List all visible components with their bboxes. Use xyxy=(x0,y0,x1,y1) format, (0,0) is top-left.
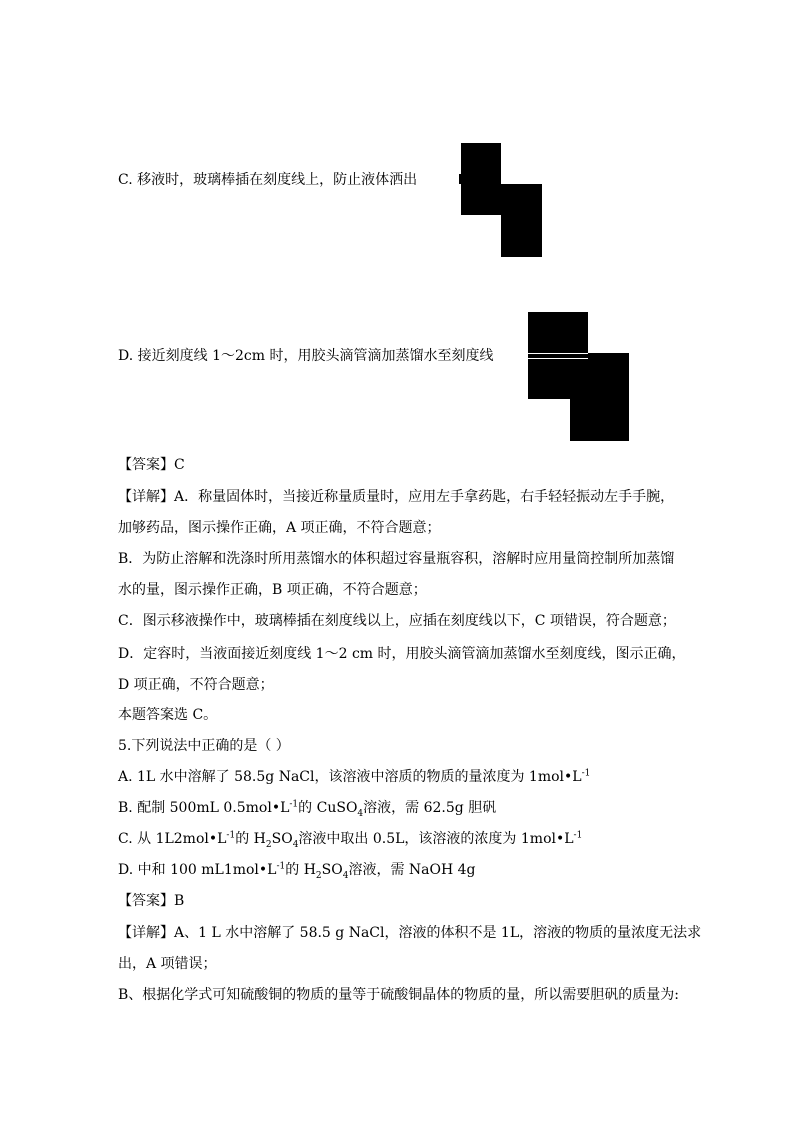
question5-option-c xyxy=(118,829,582,849)
q5c-sub1: 2 xyxy=(265,839,272,850)
answer-q5: 【答案】B xyxy=(118,893,185,909)
transfer-figure-part1 xyxy=(461,143,501,215)
explain-q5-line2: 出，A 项错误； xyxy=(118,956,217,972)
q5a-text: A. 1L 水中溶解了 58.5g NaCl，该溶液中溶质的物质的量浓度为 1mol•L xyxy=(118,769,582,785)
q5b-sup: -1 xyxy=(289,799,299,810)
q5c-sub2: 4 xyxy=(292,839,299,850)
explain-q4-line5: C．图示移液操作中，玻璃棒插在刻度线以上，应插在刻度线以下，C 项错误，符合题意； xyxy=(118,613,676,629)
explain-q4-line7: D 项正确，不符合题意； xyxy=(118,677,274,693)
question5-stem: 5.下列说法中正确的是（ ） xyxy=(118,738,290,754)
q5a-sup: -1 xyxy=(581,768,591,779)
q5c-pre: C. 从 1L2mol•L xyxy=(118,831,227,847)
q5d-mid1: 的 H xyxy=(285,862,316,878)
dropper-figure-part2 xyxy=(570,353,629,441)
q5d-sup: -1 xyxy=(276,861,286,872)
explain-q4-line4: 水的量，图示操作正确，B 项正确，不符合题意； xyxy=(118,582,427,598)
explain-q5-line1: 【详解】A、1 L 水中溶解了 58.5 g NaCl，溶液的体积不是 1L，溶液的物质的量浓度无法求 xyxy=(118,925,702,941)
explain-q5-line3: B、根据化学式可知硫酸铜的物质的量等于硫酸铜晶体的物质的量，所以需要胆矾的质量为: xyxy=(118,987,680,1003)
q5c-sup2: -1 xyxy=(573,830,583,841)
question5-option-a xyxy=(118,767,590,787)
q5b-sub: 4 xyxy=(357,808,364,819)
q5d-mid2: SO xyxy=(321,862,343,878)
explain-q4-line2: 加够药品，图示操作正确，A 项正确，不符合题意； xyxy=(118,520,441,536)
explain-q4-line8: 本题答案选 C。 xyxy=(118,707,218,723)
transfer-figure-notch xyxy=(459,174,463,184)
explain-q4-line1: 【详解】A．称量固体时，当接近称量质量时，应用左手拿药匙，右手轻轻振动左手手腕， xyxy=(118,489,675,505)
dropper-figure-line2 xyxy=(528,358,588,359)
q5d-sub1: 2 xyxy=(315,870,322,881)
q5c-mid3: 溶液中取出 0.5L，该溶液的浓度为 1mol•L xyxy=(298,831,574,847)
q5c-mid1: 的 H xyxy=(235,831,266,847)
option-c-text: C. 移液时，玻璃棒插在刻度线上，防止液体洒出 xyxy=(118,172,418,188)
q5d-sub2: 4 xyxy=(342,870,349,881)
q5d-pre: D. 中和 100 mL1mol•L xyxy=(118,862,277,878)
dropper-figure-line1 xyxy=(528,353,588,354)
transfer-figure-part2 xyxy=(501,184,542,257)
q5c-sup1: -1 xyxy=(226,830,236,841)
q5b-post: 溶液，需 62.5g 胆矾 xyxy=(363,800,497,816)
explain-q4-line3: B．为防止溶解和洗涤时所用蒸馏水的体积超过容量瓶容积，溶解时应用量筒控制所加蒸馏 xyxy=(118,551,675,567)
q5d-post: 溶液，需 NaOH 4g xyxy=(348,862,476,878)
question5-option-d xyxy=(118,860,476,880)
q5b-mid: 的 CuSO xyxy=(298,800,358,816)
explain-q4-line6: D．定容时，当液面接近刻度线 1～2 cm 时，用胶头滴管滴加蒸馏水至刻度线，图示正确， xyxy=(118,646,686,662)
q5c-mid2: SO xyxy=(271,831,293,847)
answer-q4: 【答案】C xyxy=(118,457,185,473)
q5b-pre: B. 配制 500mL 0.5mol•L xyxy=(118,800,290,816)
question5-option-b xyxy=(118,798,496,818)
option-d-text: D. 接近刻度线 1～2cm 时，用胶头滴管滴加蒸馏水至刻度线 xyxy=(118,348,494,364)
